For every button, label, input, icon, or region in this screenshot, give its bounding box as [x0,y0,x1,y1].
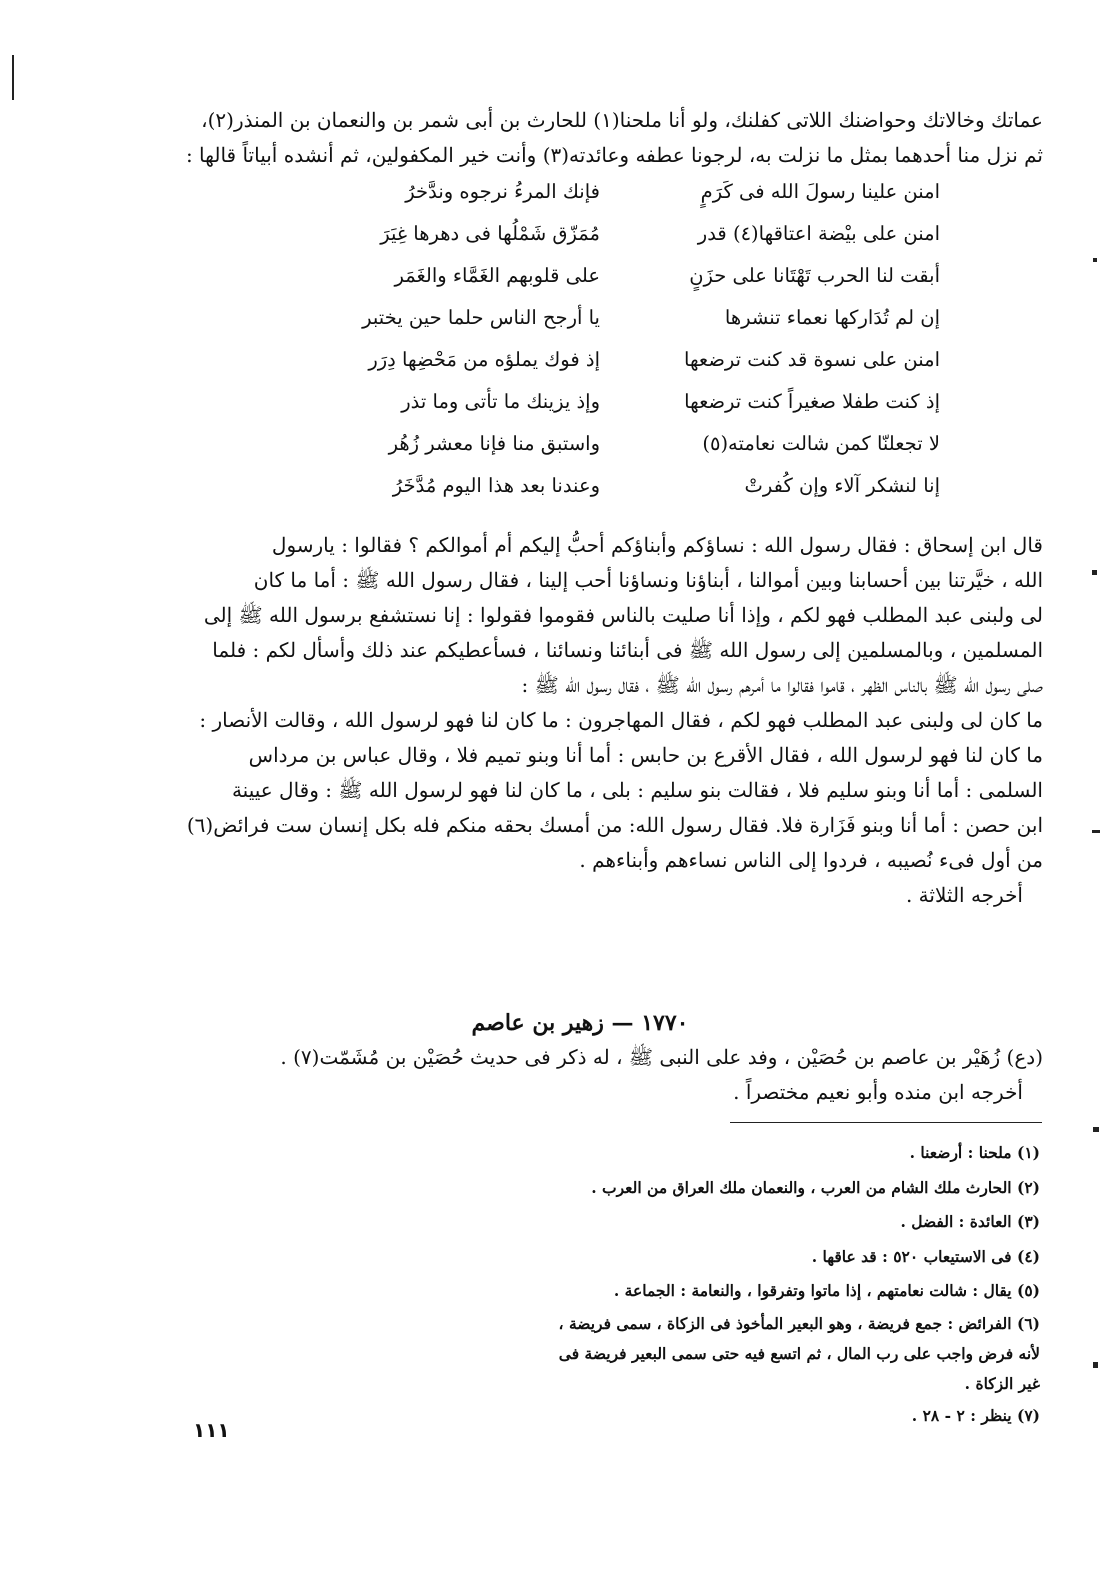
footnote: (٤) فى الاستيعاب ٥٢٠ : قد عاقها . [811,1246,1040,1266]
margin-mark [1092,830,1100,833]
text-line: لى ولبنى عبد المطلب فهو لكم ، وإذا أنا صليت بالناس فقوموا فقولوا : إنا نستشفع برسول الله ﷺ إلى [203,603,1043,627]
text-line: الله ، خيَّرتنا بين أحسابنا وبين أموالنا ، أبناؤنا ونساؤنا أحب إلينا ، فقال رسول الله ﷺ : أما ما كان [253,568,1043,592]
poem-verse [290,432,940,468]
verse-first-hemistich: إن لم تُدَاركها نعماء تنشرها [724,306,940,329]
poem-verse [290,180,940,216]
margin-mark [1093,1362,1098,1368]
text-line: ابن حصن : أما أنا وبنو فَزَارة فلا. فقال رسول الله: من أمسك بحقه منكم فله بكل إنسان ست فرائض(٦) [186,813,1043,837]
verse-second-hemistich: فإنك المرءُ نرجوه وندَّخرُ [405,180,600,203]
text-line: أخرجه ابن منده وأبو نعيم مختصراً . [733,1080,1023,1104]
verse-second-hemistich: مُمَزّق شَمْلُها فى دهرها غِيَرَ [380,222,600,245]
text-line: صلى رسول الله ﷺ بالناس الظهر ، قاموا فقالوا ما أمرهم رسول الله ﷺ ، فقال رسول الله ﷺ : [521,673,1043,697]
verse-first-hemistich: امنن على بيْضة اعتاقها(٤) قدر [697,222,940,245]
verse-first-hemistich: امنن على نسوة قد كنت ترضعها [684,348,940,371]
verse-first-hemistich: أبقت لنا الحرب تَهْتَانا على حزَنٍ [689,264,940,287]
poem-verse [290,264,940,300]
text-line: ثم نزل منا أحدهما بمثل ما نزلت به، لرجونا عطفه وعائدته(٣) وأنت خير المكفولين، ثم أنشده أبياتاً قالها : [185,143,1043,167]
margin-mark [1092,570,1097,575]
verse-second-hemistich: على قلوبهم الغَمَّاء والغَمَر [394,264,600,287]
poem-verse [290,306,940,342]
text-line: المسلمين ، وبالمسلمين إلى رسول الله ﷺ فى أبنائنا ونسائنا ، فسأعطيكم عند ذلك وأسأل لكم : فلما [212,638,1043,662]
margin-line [12,55,14,100]
text-line: ما كان لنا فهو لرسول الله ، فقال الأقرع بن حابس : أما أنا وبنو تميم فلا ، وقال عباس بن مرداس [248,743,1043,767]
footnote: (١) ملحنا : أرضعنا . [909,1143,1040,1162]
verse-second-hemistich: يا أرجح الناس حلما حين يختبر [362,306,600,329]
text-line: قال ابن إسحاق : فقال رسول الله : نساؤكم وأبناؤكم أحبُّ إليكم أم أموالكم ؟ فقالوا : يارسول [271,533,1043,557]
narrative-paragraph [175,528,1043,913]
verse-second-hemistich: إذ فوك يملؤه من مَحْضِها دِرَر [368,348,600,371]
page-number: ١١١ [193,1418,230,1442]
entry-title: ١٧٧٠ — زهير بن عاصم [471,1010,689,1036]
entry-body [175,1040,1043,1110]
footnotes [535,1136,1040,1433]
opening-paragraph [175,103,1043,173]
text-line: من أول فىء نُصيبه ، فردوا إلى الناس نساءهم وأبناءهم . [579,848,1043,872]
text-line: عماتك وخالاتك وحواضنك اللاتى كفلنك، ولو أنا ملحنا(١) للحارث بن أبى شمر بن والنعمان بن المنذر(٢)، [201,108,1043,132]
footnote: (٧) ينظر : ٢ - ٢٨ . [911,1405,1040,1425]
attribution: أخرجه الثلاثة . [905,883,1023,907]
verse-first-hemistich: لا تجعلنّا كمن شالت نعامته(٥) [702,432,940,455]
footnote: (٦) الفرائض : جمع فريضة ، وهو البعير المأخوذ فى الزكاة ، سمى فريضة ، لأنه فرض واجب على رب المال ، ثم اتسع فيه حتى سمى البعير فريضة فى غير الزكاة . [558,1313,1040,1393]
poem-verse [290,390,940,426]
text-line: (دع) زُهَيْر بن عاصم بن حُصَيْن ، وفد على النبى ﷺ ، له ذكر فى حديث حُصَيْن بن مُشَمّت(٧) . [280,1045,1043,1069]
footnote: (٥) يقال : شالت نعامتهم ، إذا ماتوا وتفرقوا ، والنعامة : الجماعة . [613,1281,1040,1300]
verse-first-hemistich: إذ كنت طفلا صغيراً كنت ترضعها [684,390,940,413]
verse-first-hemistich: إنا لنشكر آلاء وإن كُفرتْ [744,474,940,497]
text-line: ما كان لى ولبنى عبد المطلب فهو لكم ، فقال المهاجرون : ما كان لنا فهو لرسول الله ، وقالت الأنصار : [199,708,1043,732]
footnote: (٣) العائدة : الفضل . [900,1212,1040,1231]
poem-verse [290,348,940,384]
footnote-divider [730,1122,1042,1123]
verse-first-hemistich: امنن علينا رسولَ الله فى كَرَمٍ [700,180,940,203]
text-line: السلمى : أما أنا وبنو سليم فلا ، فقالت بنو سليم : بلى ، ما كان لنا فهو لرسول الله ﷺ : وقال عيينة [231,778,1043,802]
margin-mark [1093,1127,1099,1132]
poem-verse [290,222,940,258]
verse-second-hemistich: واستبق منا فإنا معشر زُهُر [388,432,600,455]
verse-second-hemistich: وعندنا بعد هذا اليوم مُدَّخَرُ [392,474,600,497]
margin-mark [1093,258,1097,262]
footnote: (٢) الحارث ملك الشام من العرب ، والنعمان ملك العراق من العرب . [591,1177,1040,1197]
poem-verse [290,474,940,510]
verse-second-hemistich: وإذ يزينك ما تأتى وما تذر [401,390,600,413]
